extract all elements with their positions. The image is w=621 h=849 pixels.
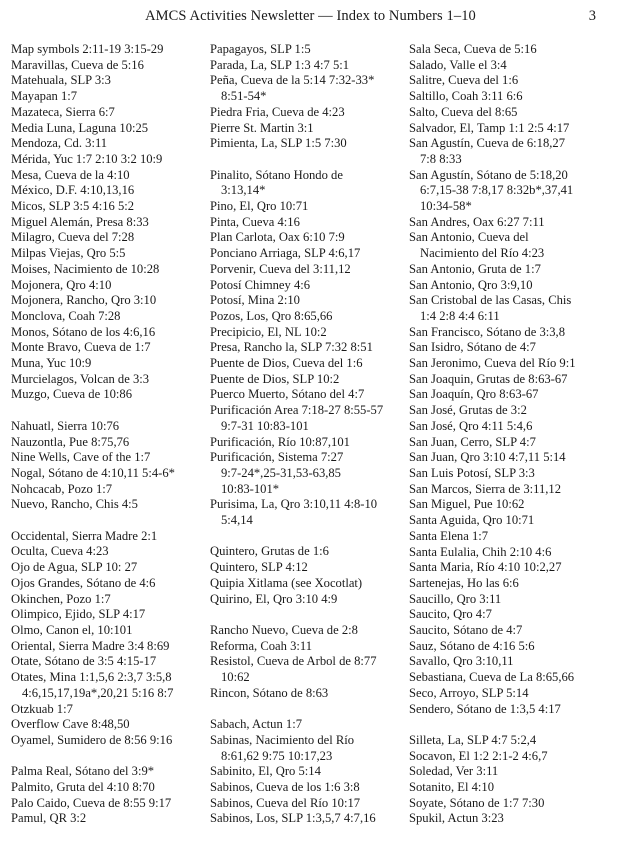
index-entry: Oyamel, Sumidero de 8:56 9:16 <box>11 732 173 747</box>
index-entry: Sendero, Sótano de 1:3,5 4:17 <box>409 701 561 716</box>
index-entry: Oriental, Sierra Madre 3:4 8:69 <box>11 638 170 653</box>
index-entry: Sebastiana, Cueva de La 8:65,66 <box>409 670 575 685</box>
index-entry: Santa Elena 1:7 <box>409 528 489 543</box>
index-entry: Quintero, SLP 4:12 <box>210 560 308 575</box>
index-entry: Nauzontla, Pue 8:75,76 <box>11 434 130 449</box>
index-entry: Rancho Nuevo, Cueva de 2:8 <box>210 622 358 637</box>
index-entry: Quintero, Grutas de 1:6 <box>210 544 329 559</box>
index-entry: Matehuala, SLP 3:3 <box>11 73 111 88</box>
index-entry: San Agustín, Sótano de 5:18,20 <box>409 167 568 182</box>
index-entry-continuation: 8:61,62 9:75 10:17,23 <box>221 748 333 763</box>
index-entry: Sabinos, Los, SLP 1:3,5,7 4:7,16 <box>210 811 376 826</box>
index-entry: Sala Seca, Cueva de 5:16 <box>409 42 537 56</box>
index-entry: Sotanito, El 4:10 <box>409 780 495 795</box>
index-entry-continuation: 9:7-24*,25-31,53-63,85 <box>221 465 341 480</box>
index-entry-continuation: Nacimiento del Río 4:23 <box>420 246 545 261</box>
index-entry: Rincon, Sótano de 8:63 <box>210 685 329 700</box>
index-entry: Pierre St. Martin 3:1 <box>210 120 314 135</box>
index-entry: Sabinos, Cueva del Río 10:17 <box>210 795 361 810</box>
index-entry: Palo Caido, Cueva de 8:55 9:17 <box>11 795 172 810</box>
index-entry: Papagayos, SLP 1:5 <box>210 42 311 56</box>
index-entry: Nahuatl, Sierra 10:76 <box>11 418 120 433</box>
index-entry: Savallo, Qro 3:10,11 <box>409 654 514 669</box>
index-entry: Sabinito, El, Qro 5:14 <box>210 764 321 779</box>
index-entry: Reforma, Coah 3:11 <box>210 638 313 653</box>
index-entry: San Luis Potosí, SLP 3:3 <box>409 465 535 480</box>
index-entry: Pozos, Los, Qro 8:65,66 <box>210 308 333 323</box>
index-entry: Moises, Nacimiento de 10:28 <box>11 261 160 276</box>
index-entry: Sabinas, Nacimiento del Río <box>210 732 355 747</box>
index-column-3 <box>409 42 614 827</box>
index-entry: Monclova, Coah 7:28 <box>11 308 121 323</box>
index-entry-continuation: 1:4 2:8 4:4 6:11 <box>420 308 500 323</box>
index-entry-continuation: 8:51-54* <box>221 89 267 104</box>
index-entry: Nogal, Sótano de 4:10,11 5:4-6* <box>11 465 175 480</box>
index-entry: Ojos Grandes, Sótano de 4:6 <box>11 575 156 590</box>
index-entry: Ponciano Arriaga, SLP 4:6,17 <box>210 246 361 261</box>
index-entry: Media Luna, Laguna 10:25 <box>11 120 149 135</box>
index-entry-continuation: 10:62 <box>221 670 250 685</box>
index-entry: Milagro, Cueva del 7:28 <box>11 230 135 245</box>
index-entry: Micos, SLP 3:5 4:16 5:2 <box>11 199 135 214</box>
index-entry: San Andres, Oax 6:27 7:11 <box>409 214 545 229</box>
index-entry: Maravillas, Cueva de 5:16 <box>11 57 144 72</box>
section-gap <box>11 749 206 765</box>
index-entry: Salvador, El, Tamp 1:1 2:5 4:17 <box>409 120 570 135</box>
index-entry: Mesa, Cueva de la 4:10 <box>11 167 130 182</box>
index-entry: Quirino, El, Qro 3:10 4:9 <box>210 591 338 606</box>
index-entry: Presa, Rancho la, SLP 7:32 8:51 <box>210 340 373 355</box>
index-entry: Monos, Sótano de los 4:6,16 <box>11 324 156 339</box>
index-entry: San José, Grutas de 3:2 <box>409 403 527 418</box>
index-entry: Santa Maria, Río 4:10 10:2,27 <box>409 560 562 575</box>
index-entry: San José, Qro 4:11 5:4,6 <box>409 418 533 433</box>
index-entry: Olimpico, Ejido, SLP 4:17 <box>11 607 146 622</box>
index-entry: Sabinos, Cueva de los 1:6 3:8 <box>210 779 360 794</box>
index-entry: Monte Bravo, Cueva de 1:7 <box>11 340 151 355</box>
index-entry: Okinchen, Pozo 1:7 <box>11 591 111 606</box>
index-entry: Pinalito, Sótano Hondo de <box>210 167 343 182</box>
index-entry: Ojo de Agua, SLP 10: 27 <box>11 560 138 575</box>
index-entry: Spukil, Actun 3:23 <box>409 811 504 826</box>
index-entry-continuation: 3:13,14* <box>221 183 266 198</box>
index-entry: Mayapan 1:7 <box>11 89 78 104</box>
index-entry: Saltillo, Coah 3:11 6:6 <box>409 89 523 104</box>
index-entry: San Francisco, Sótano de 3:3,8 <box>409 324 566 339</box>
index-entry: San Juan, Cerro, SLP 4:7 <box>409 434 536 449</box>
index-entry: Muna, Yuc 10:9 <box>11 356 92 371</box>
index-entry: Puerco Muerto, Sótano del 4:7 <box>210 387 365 402</box>
index-entry: Sartenejas, Ho las 6:6 <box>409 575 519 590</box>
index-entry: Silleta, La, SLP 4:7 5:2,4 <box>409 732 537 747</box>
index-entry: Piedra Fria, Cueva de 4:23 <box>210 104 345 119</box>
index-entry: Palmito, Gruta del 4:10 8:70 <box>11 780 155 794</box>
index-entry: Soyate, Sótano de 1:7 7:30 <box>409 795 545 810</box>
index-entry: Purificación Area 7:18-27 8:55-57 <box>210 403 384 418</box>
index-entry: Sauz, Sótano de 4:16 5:6 <box>409 638 535 653</box>
index-entry: Puente de Dios, SLP 10:2 <box>210 371 340 386</box>
section-gap <box>210 529 408 545</box>
index-entry: Seco, Arroyo, SLP 5:14 <box>409 685 529 700</box>
index-entry: Salitre, Cueva del 1:6 <box>409 73 519 88</box>
index-entry: Santa Eulalia, Chih 2:10 4:6 <box>409 544 552 559</box>
index-entry: Purisima, La, Qro 3:10,11 4:8-10 <box>210 497 378 512</box>
index-entry: Sabach, Actun 1:7 <box>210 717 302 732</box>
index-entry: Map symbols 2:11-19 3:15-29 <box>11 42 164 56</box>
index-entry: San Jeronimo, Cueva del Río 9:1 <box>409 356 576 371</box>
index-entry: San Cristobal de las Casas, Chis <box>409 293 572 308</box>
index-entry: San Juan, Qro 3:10 4:7,11 5:14 <box>409 450 566 465</box>
section-gap <box>210 607 408 623</box>
section-gap <box>409 717 614 733</box>
index-entry: Milpas Viejas, Qro 5:5 <box>11 246 126 261</box>
index-entry: Murcielagos, Volcan de 3:3 <box>11 371 150 386</box>
index-entry: Potosí Chimney 4:6 <box>210 277 311 292</box>
section-gap <box>11 403 206 419</box>
index-entry-continuation: 10:34-58* <box>420 199 472 214</box>
index-entry: Nohcacab, Pozo 1:7 <box>11 481 113 496</box>
index-entry-continuation: 7:8 8:33 <box>420 151 462 166</box>
index-column-1 <box>11 42 206 827</box>
index-entry: Nine Wells, Cave of the 1:7 <box>11 450 151 465</box>
index-entry: Saucito, Sótano de 4:7 <box>409 623 523 638</box>
index-entry: Soledad, Ver 3:11 <box>409 764 499 779</box>
section-gap <box>11 513 206 529</box>
index-entry-continuation: 10:83-101* <box>221 481 280 496</box>
page-header <box>0 8 621 28</box>
index-entry: Saucillo, Qro 3:11 <box>409 591 502 606</box>
index-entry: Mojonera, Qro 4:10 <box>11 277 112 292</box>
index-entry: Puente de Dios, Cueva del 1:6 <box>210 356 363 371</box>
index-column-2 <box>210 42 408 827</box>
index-entry: Pimienta, La, SLP 1:5 7:30 <box>210 136 347 151</box>
index-entry: San Marcos, Sierra de 3:11,12 <box>409 481 562 496</box>
index-entry: Purificación, Sistema 7:27 <box>210 450 344 465</box>
index-entry: Otate, Sótano de 3:5 4:15-17 <box>11 654 157 669</box>
index-entry-continuation: 6:7,15-38 7:8,17 8:32b*,37,41 <box>420 183 574 198</box>
page-number: 3 <box>588 8 596 24</box>
index-entry: Parada, La, SLP 1:3 4:7 5:1 <box>210 57 350 72</box>
index-entry: San Antonio, Gruta de 1:7 <box>409 261 541 276</box>
index-entry: Otzkuab 1:7 <box>11 701 73 716</box>
index-entry: Oculta, Cueva 4:23 <box>11 544 109 559</box>
section-gap <box>210 152 408 168</box>
index-entry: Saucito, Qro 4:7 <box>409 607 492 622</box>
index-entry: San Joaquín, Qro 8:63-67 <box>409 387 539 402</box>
index-entry: Socavon, El 1:2 2:1-2 4:6,7 <box>409 748 548 763</box>
section-gap <box>210 701 408 717</box>
index-entry: San Miguel, Pue 10:62 <box>409 497 525 512</box>
index-entry: Mendoza, Cd. 3:11 <box>11 136 108 151</box>
index-entry: Miguel Alemán, Presa 8:33 <box>11 214 149 229</box>
index-entry: Mojonera, Rancho, Qro 3:10 <box>11 293 157 308</box>
index-entry: Plan Carlota, Oax 6:10 7:9 <box>210 230 345 245</box>
index-entry: Pamul, QR 3:2 <box>11 811 87 826</box>
index-entry: Mérida, Yuc 1:7 2:10 3:2 10:9 <box>11 151 163 166</box>
index-entry: Occidental, Sierra Madre 2:1 <box>11 528 158 543</box>
index-entry-continuation: 9:7-31 10:83-101 <box>221 418 309 433</box>
newsletter-title: AMCS Activities Newsletter — Index to Numbers 1–10 <box>145 8 476 24</box>
index-entry: Purificación, Río 10:87,101 <box>210 434 350 449</box>
index-entry: San Antonio, Cueva del <box>409 230 529 245</box>
index-entry: San Antonio, Qro 3:9,10 <box>409 277 533 292</box>
index-entry: Precipicio, El, NL 10:2 <box>210 324 327 339</box>
index-entry: Salado, Valle el 3:4 <box>409 57 507 72</box>
index-entry: Potosí, Mina 2:10 <box>210 293 300 308</box>
index-entry: Muzgo, Cueva de 10:86 <box>11 387 133 402</box>
index-entry: Nuevo, Rancho, Chis 4:5 <box>11 497 138 512</box>
index-entry: Santa Aguida, Qro 10:71 <box>409 513 535 528</box>
index-entry: Porvenir, Cueva del 3:11,12 <box>210 261 351 276</box>
index-entry: Resistol, Cueva de Arbol de 8:77 <box>210 654 377 669</box>
index-entry: San Joaquin, Grutas de 8:63-67 <box>409 371 568 386</box>
index-entry-continuation: 5:4,14 <box>221 513 253 528</box>
index-entry-continuation: 4:6,15,17,19a*,20,21 5:16 8:7 <box>22 685 174 700</box>
index-entry: México, D.F. 4:10,13,16 <box>11 183 135 198</box>
index-entry: Olmo, Canon el, 10:101 <box>11 622 133 637</box>
index-entry: Peña, Cueva de la 5:14 7:32-33* <box>210 73 375 88</box>
index-entry: San Agustín, Cueva de 6:18,27 <box>409 136 566 151</box>
index-entry: Pinta, Cueva 4:16 <box>210 214 300 229</box>
index-entry: San Isidro, Sótano de 4:7 <box>409 340 536 355</box>
index-entry: Mazateca, Sierra 6:7 <box>11 104 115 119</box>
index-entry: Salto, Cueva del 8:65 <box>409 104 518 119</box>
index-entry: Pino, El, Qro 10:71 <box>210 199 309 214</box>
index-entry: Otates, Mina 1:1,5,6 2:3,7 3:5,8 <box>11 670 172 685</box>
index-entry: Overflow Cave 8:48,50 <box>11 717 130 732</box>
index-entry: Quipia Xitlama (see Xocotlat) <box>210 575 363 590</box>
index-entry: Palma Real, Sótano del 3:9* <box>11 764 155 779</box>
